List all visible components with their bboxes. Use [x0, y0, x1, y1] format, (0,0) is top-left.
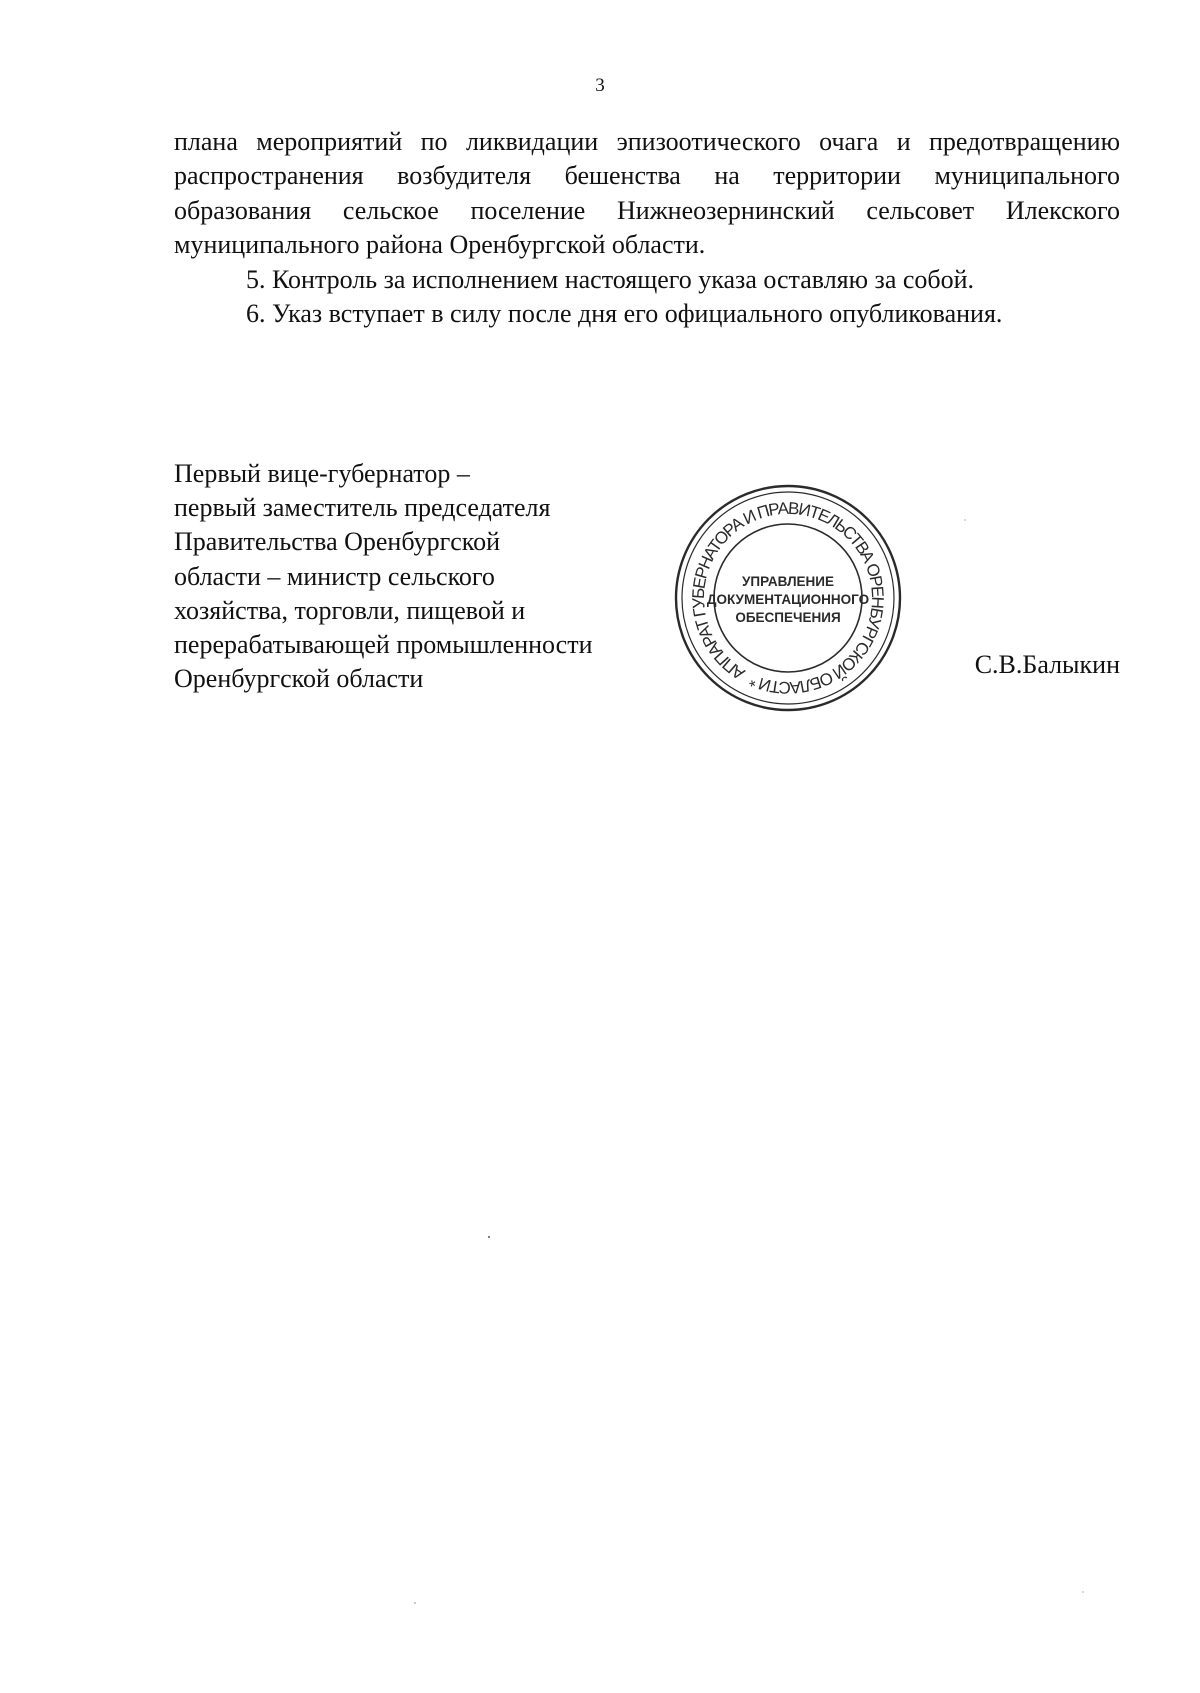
continuation-paragraph: плана мероприятий по ликвидации эпизоотического очага и предотвращению распространения возбудителя бешенства на территории муниципального образования сельское поселение Нижнеозернинский сельсовет Илекского муниципального района Оренбургской области. [174, 127, 1120, 260]
scan-speck [414, 1602, 416, 1604]
document-body [174, 125, 1120, 331]
signatory-name: С.В.Балыкин [974, 650, 1120, 679]
clause-5: 5. Контроль за исполнением настоящего указа оставляю за собой. [246, 264, 975, 294]
seal-graphic [668, 478, 908, 718]
signatory-position-line: Правительства Оренбургской [174, 527, 501, 557]
signatory-position [174, 457, 644, 696]
signatory-position-line: первый заместитель председателя [174, 493, 551, 523]
signatory-position-line: хозяйства, торговли, пищевой и [174, 595, 526, 625]
seal-center-line: ОБЕСПЕЧЕНИЯ [735, 610, 841, 625]
signatory-position-line: перерабатывающей промышленности [174, 630, 593, 660]
seal-center-line: УПРАВЛЕНИЕ [741, 574, 835, 589]
clause-6: 6. Указ вступает в силу после дня его официального опубликования. [246, 299, 1003, 329]
signatory-position-line: области – министр сельского [174, 561, 495, 591]
signatory-position-line: Первый вице-губернатор – [174, 459, 470, 488]
scan-speck [964, 519, 966, 521]
seal-center-line: ДОКУМЕНТАЦИОННОГО [706, 592, 870, 607]
seal-outer-text: АППАРАТ ГУБЕРНАТОРА И ПРАВИТЕЛЬСТВА ОРЕНБУРГСКОЙ ОБЛАСТИ * [688, 498, 888, 698]
scan-speck [488, 1236, 490, 1238]
official-seal [668, 478, 908, 718]
signatory-position-line: Оренбургской области [174, 664, 424, 694]
scan-speck [1082, 1591, 1084, 1593]
page-number: 3 [595, 75, 605, 96]
